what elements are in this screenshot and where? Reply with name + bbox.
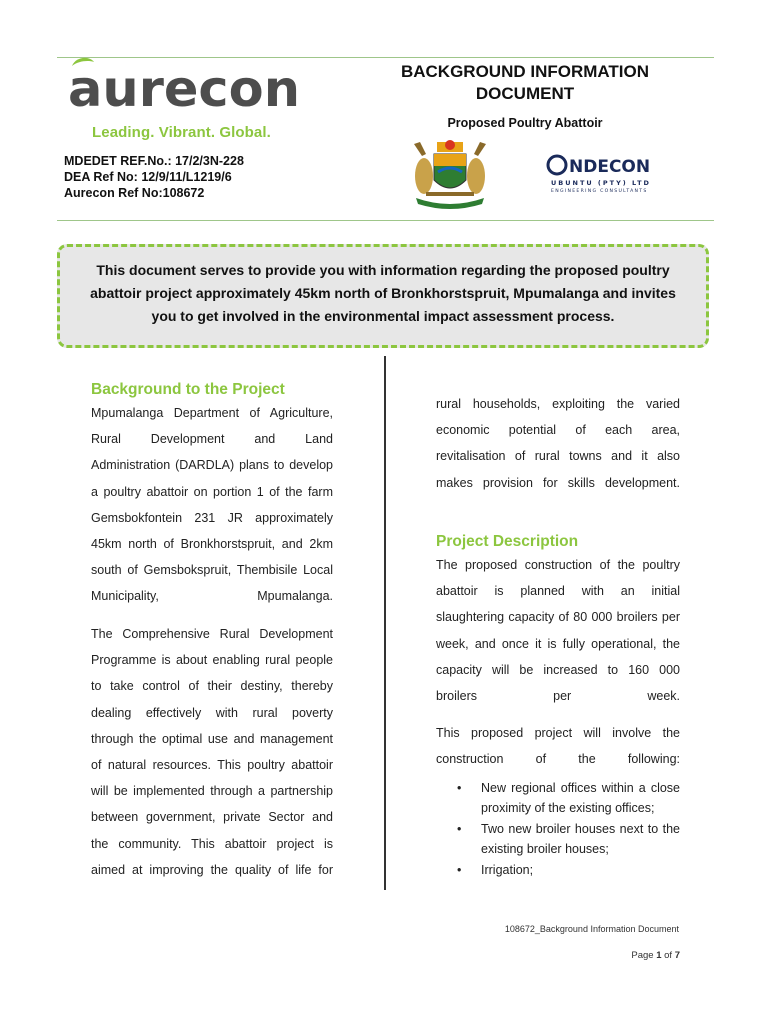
intro-callout-box (57, 244, 709, 348)
bullet-icon: • (457, 822, 462, 836)
intro-callout-text: This document serves to provide you with information regarding the proposed poultry abattoir project approximately 45km north of Bronkhorstspruit, Mpumalanga and invites you to get involved in the environmental impact assessment process. (90, 262, 676, 324)
bullet-icon: • (457, 863, 462, 877)
mdedet-ref: MDEDET REF.No.: 17/2/3N-228 (64, 154, 244, 168)
header-bottom-rule (57, 220, 714, 221)
ndecon-logo (545, 153, 673, 193)
document-title: BACKGROUND INFORMATION DOCUMENT (400, 62, 650, 103)
background-paragraph-2: The Comprehensive Rural Development Programme is about enabling rural people to take control of their destiny, thereby dealing effectively with rural poverty through the optimal use and management of natural resources. This poultry abattoir will be implemented through a partnership between government, private Sector and the community. This abattoir project is aimed at improving the quality of life for (91, 627, 333, 877)
construction-intro-paragraph: This proposed project will involve the construction of the following: (436, 726, 680, 767)
project-description-paragraph: The proposed construction of the poultry abattoir is planned with an initial slaughtering capacity of 80 000 broilers per week, and once it is fully operational, the capacity will be increased to 160 000 broilers per week. (436, 558, 680, 704)
coat-of-arms-icon (404, 136, 496, 212)
background-paragraph-continued: rural households, exploiting the varied economic potential of each area, revitalisation of rural towns and it also makes provision for skills development. (436, 397, 680, 490)
construction-list (436, 778, 680, 881)
background-heading: Background to the Project (91, 381, 285, 398)
svg-text:NDECON: NDECON (569, 157, 651, 177)
bullet-icon: • (457, 781, 462, 795)
dea-ref: DEA Ref No: 12/9/11/L1219/6 (64, 170, 232, 184)
project-description-heading: Project Description (436, 533, 579, 550)
page-number: Page 1 of 7 (631, 950, 680, 961)
footer-document-name: 108672_Background Information Document (504, 924, 679, 934)
svg-text:aurecon: aurecon (68, 60, 300, 114)
tagline: Leading. Vibrant. Global. (92, 124, 271, 141)
list-item: • New regional offices within a close proximity of the existing offices; (436, 778, 680, 818)
list-item: • Two new broiler houses next to the existing broiler houses; (436, 819, 680, 859)
aurecon-ref: Aurecon Ref No:108672 (64, 186, 205, 200)
list-item: • Irrigation; (436, 860, 680, 880)
svg-text:UBUNTU (PTY) LTD: UBUNTU (PTY) LTD (551, 179, 651, 187)
column-divider (384, 356, 386, 890)
svg-text:ENGINEERING CONSULTANTS: ENGINEERING CONSULTANTS (551, 189, 648, 193)
document-subtitle: Proposed Poultry Abattoir (447, 116, 603, 130)
aurecon-logo (68, 52, 303, 114)
reference-numbers (64, 153, 244, 201)
background-paragraph-1: Mpumalanga Department of Agriculture, Rural Development and Land Administration (DARDLA) plans to develop a poultry abattoir on portion 1 of the farm Gemsbokfontein 231 JR approximately 45km north of Bronkhorstspruit, and 2km south of Gemsbokspruit, Thembisile Local Municipality, Mpumalanga. (91, 406, 333, 604)
